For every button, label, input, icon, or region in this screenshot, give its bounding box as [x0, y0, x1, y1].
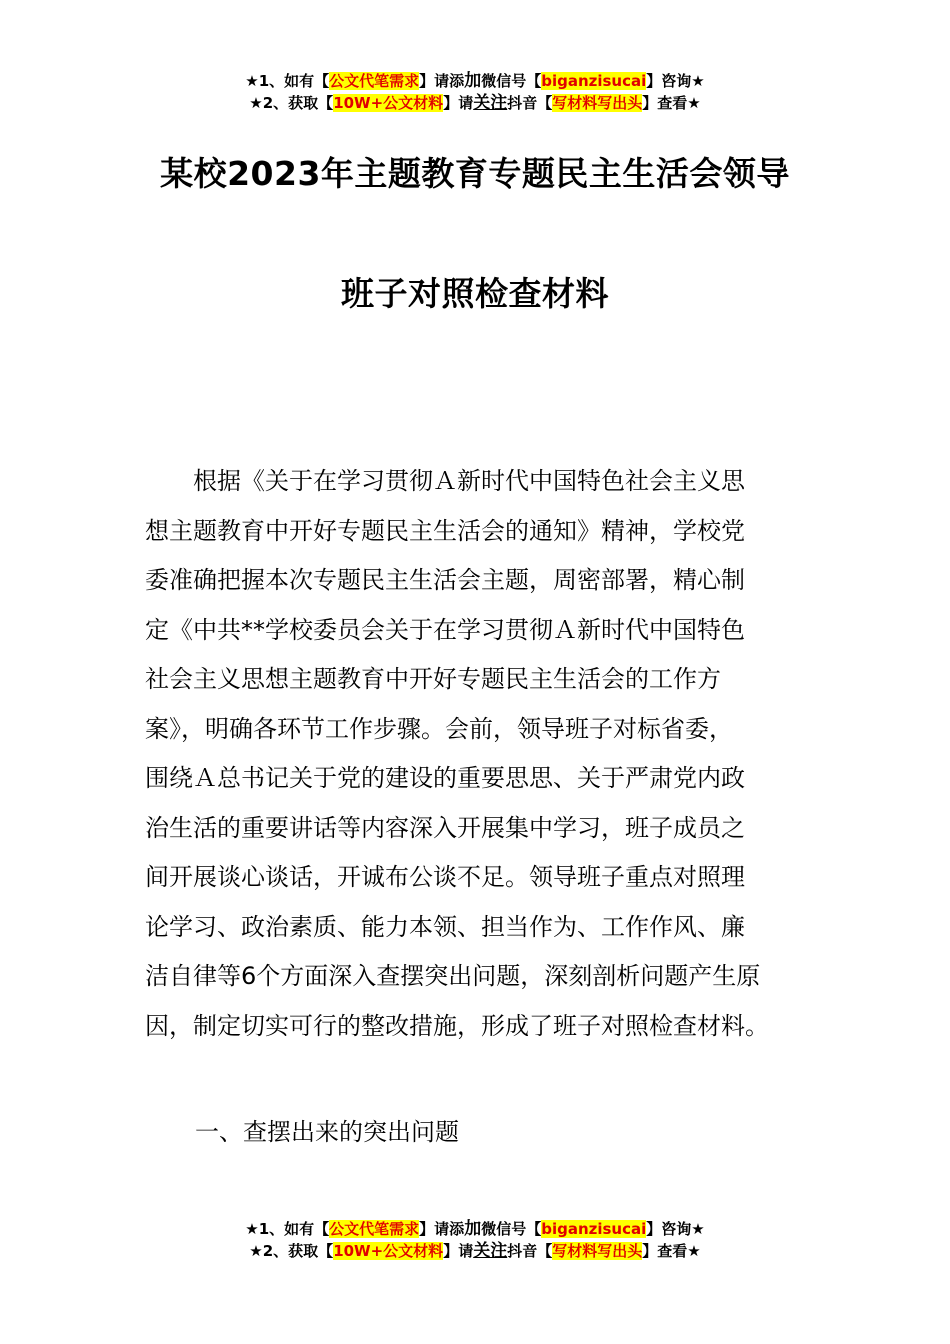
banner-text: 关注 [473, 93, 508, 113]
banner-text: 】查看★ [642, 1242, 701, 1260]
banner-highlight: 公文代笔需求 [329, 72, 420, 90]
banner-highlight: 10W+公文材料 [333, 94, 444, 112]
banner-line-2 [0, 1240, 950, 1262]
paragraph-line: 想主题教育中开好专题民主生活会的通知》精神，学校党 [145, 516, 745, 545]
banner-highlight: biganzisucai [541, 1220, 647, 1238]
banner-text: 微信号【 [481, 72, 542, 90]
banner-line-2 [0, 92, 950, 114]
banner-text: 加 [464, 1219, 482, 1239]
paragraph-line: 洁自律等6个方面深入查摆突出问题，深刻剖析问题产生原 [145, 962, 761, 990]
document-title-line-1: 某校2023年主题教育专题民主生活会领导 [160, 154, 790, 193]
banner-text: ★2、获取【 [249, 1242, 334, 1260]
paragraph-line: 间开展谈心谈话，开诚布公谈不足。领导班子重点对照理 [145, 863, 745, 891]
paragraph-line: 论学习、政治素质、能力本领、担当作为、工作作风、廉 [145, 912, 745, 941]
banner-text: ★1、如有【 [245, 72, 330, 90]
banner-text: 】请 [443, 1242, 474, 1260]
paragraph-line: 因，制定切实可行的整改措施，形成了班子对照检查材料。 [145, 1011, 769, 1040]
banner-highlight: 公文代笔需求 [329, 1220, 420, 1238]
section-heading: 一、查摆出来的突出问题 [195, 1118, 459, 1146]
banner-text: 加 [464, 71, 482, 91]
paragraph-line: 定《中共**学校委员会关于在学习贯彻Ａ新时代中国特色 [145, 615, 745, 644]
paragraph-line: 社会主义思想主题教育中开好专题民主生活会的工作方 [145, 665, 721, 693]
banner-text: ★2、获取【 [249, 94, 334, 112]
paragraph-line: 委准确把握本次专题民主生活会主题，周密部署，精心制 [145, 566, 745, 594]
banner-text: 】请添 [419, 1220, 465, 1238]
paragraph-line: 治生活的重要讲话等内容深入开展集中学习，班子成员之 [145, 813, 745, 842]
banner-highlight: 写材料写出头 [552, 94, 643, 112]
bottom-banner [0, 1218, 950, 1262]
banner-text: 】请添 [419, 72, 465, 90]
banner-text: ★1、如有【 [245, 1220, 330, 1238]
paragraph-line: 围绕Ａ总书记关于党的建设的重要思思、关于严肃党内政 [145, 764, 745, 792]
banner-highlight: 写材料写出头 [552, 1242, 643, 1260]
banner-text: 】咨询★ [646, 1220, 705, 1238]
paragraph-line: 案》，明确各环节工作步骤。会前，领导班子对标省委， [145, 714, 733, 743]
banner-text: 微信号【 [481, 1220, 542, 1238]
banner-highlight: 10W+公文材料 [333, 1242, 444, 1260]
banner-highlight: biganzisucai [541, 72, 647, 90]
banner-text: 】请 [443, 94, 474, 112]
banner-text: 】查看★ [642, 94, 701, 112]
banner-text: 】咨询★ [646, 72, 705, 90]
document-title-line-2: 班子对照检查材料 [341, 274, 609, 313]
banner-text: 抖音【 [507, 94, 553, 112]
banner-line-1 [0, 70, 950, 92]
banner-text: 抖音【 [507, 1242, 553, 1260]
body-paragraph [145, 457, 807, 1051]
banner-line-1 [0, 1218, 950, 1240]
top-banner [0, 70, 950, 114]
banner-text: 关注 [473, 1241, 508, 1261]
paragraph-line: 根据《关于在学习贯彻Ａ新时代中国特色社会主义思 [145, 467, 745, 495]
